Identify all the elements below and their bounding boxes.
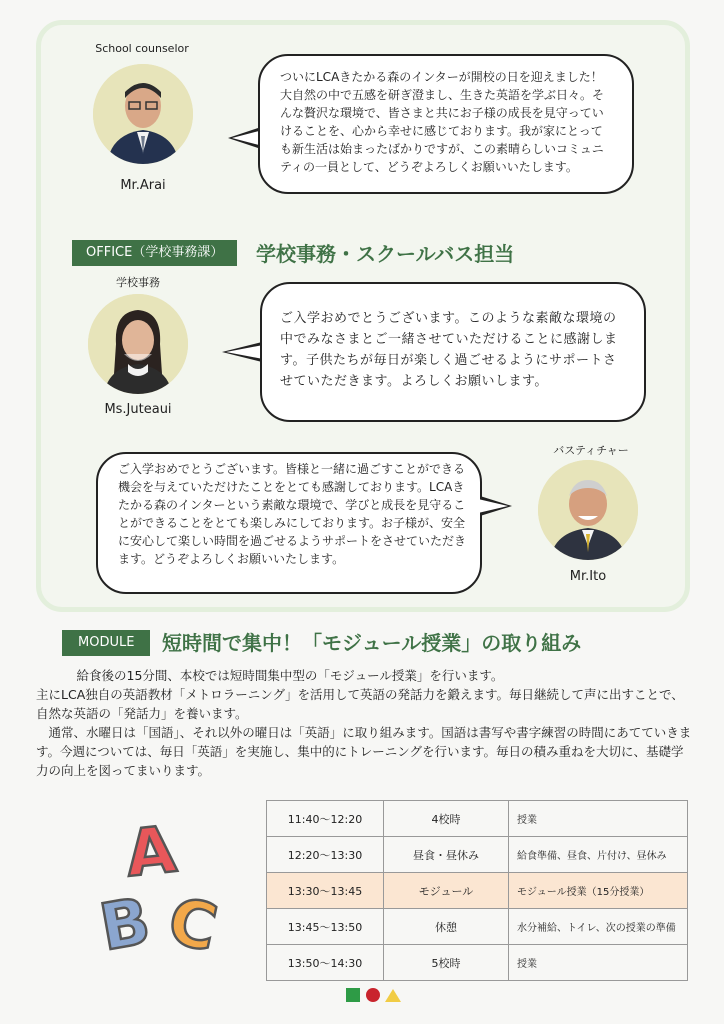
counselor-message: ついにLCAきたかる森のインターが開校の日を迎えました！大自然の中で五感を研ぎ澄まし、生きた英語を学ぶ日々。そんな贅沢な環境で、皆さまと共にお子様の成長を見守っていけることを、心から幸せに感じております。我が家にとっても新生活は始まったばかりですが、この素晴らしいコミュニティの一員として、どうぞよろしくお願いいたします。 — [280, 70, 605, 174]
row-period: 休憩 — [384, 909, 509, 945]
staff1-message: ご入学おめでとうございます。このような素敵な環境の中でみなさまとご一緒させていただけることに感謝します。子供たちが毎日が楽しく過ごせるようにサポートさせていただきます。よろしくお願いします。 — [280, 311, 618, 389]
staff2-role: バスティチャー — [553, 444, 629, 457]
row-desc: 授業 — [509, 801, 688, 837]
row-desc: 給食準備、昼食、片付け、昼休み — [509, 837, 688, 873]
staff1-role: 学校事務 — [116, 276, 160, 289]
staff2-message-bubble — [96, 452, 482, 594]
row-period: 5校時 — [384, 945, 509, 981]
yellow-triangle-icon — [385, 989, 401, 1002]
row-time: 13:45〜13:50 — [267, 909, 384, 945]
letter-c: C — [161, 884, 224, 966]
office-tag: OFFICE（学校事務課） — [72, 240, 237, 266]
row-time: 11:40〜12:20 — [267, 801, 384, 837]
red-circle-icon — [366, 988, 380, 1002]
table-row — [267, 909, 688, 945]
letter-a: A — [122, 813, 180, 892]
row-desc: 水分補給、トイレ、次の授業の準備 — [509, 909, 688, 945]
table-row — [267, 801, 688, 837]
module-title: 短時間で集中！「モジュール授業」の取り組み — [162, 631, 582, 655]
row-desc: 授業 — [509, 945, 688, 981]
table-row — [267, 837, 688, 873]
staff2-photo — [538, 460, 638, 560]
row-time: 13:50〜14:30 — [267, 945, 384, 981]
office-title: 学校事務・スクールバス担当 — [256, 242, 515, 266]
counselor-message-bubble — [258, 54, 634, 194]
module-description — [36, 666, 694, 780]
staff1-photo — [88, 294, 188, 394]
counselor-role: School counselor — [95, 42, 189, 55]
module-paragraph-2: 通常、水曜日は「国語」、それ以外の曜日は「英語」に取り組みます。国語は書写や書字練習の時間にあてていきます。今週については、毎日「英語」を実施し、集中的にトレーニングを行います。毎日の積み重ねを大切に、基礎学力の向上を図ってまいります。 — [36, 725, 692, 778]
green-square-icon — [346, 988, 360, 1002]
module-paragraph-1b: 主にLCA独自の英語教材「メトロラーニング」を活用して英語の発話力を鍛えます。毎日継続して声に出すことで、自然な英語の「発話力」を養います。 — [36, 687, 684, 721]
row-period: 4校時 — [384, 801, 509, 837]
module-paragraph-1a: 給食後の15分間、本校では短時間集中型の「モジュール授業」を行います。 — [64, 668, 504, 683]
row-desc: モジュール授業（15分授業） — [509, 873, 688, 909]
abc-illustration — [96, 806, 236, 966]
staff2-name: Mr.Ito — [569, 569, 607, 584]
schedule-table — [266, 800, 688, 981]
staff1-message-bubble — [260, 282, 646, 422]
row-period: モジュール — [384, 873, 509, 909]
table-row — [267, 945, 688, 981]
module-tag: MODULE — [62, 630, 150, 656]
row-time: 13:30〜13:45 — [267, 873, 384, 909]
letter-b: B — [96, 884, 156, 966]
counselor-name: Mr.Arai — [120, 178, 166, 193]
staff2-message: ご入学おめでとうございます。皆様と一緒に過ごすことができる機会を与えていただけたことをとても感謝しております。LCAきたかる森のインターという素敵な環境で、学びと成長を見守ることができることをとても楽しみにしております。お子様が、安全に安心して楽しい時間を過ごせるようサポートをさせていただきます。どうぞよろしくお願いいたします。 — [118, 462, 467, 566]
staff1-name: Ms.Juteaui — [104, 402, 172, 417]
table-row-highlighted — [267, 873, 688, 909]
counselor-photo — [93, 64, 193, 164]
row-time: 12:20〜13:30 — [267, 837, 384, 873]
row-period: 昼食・昼休み — [384, 837, 509, 873]
